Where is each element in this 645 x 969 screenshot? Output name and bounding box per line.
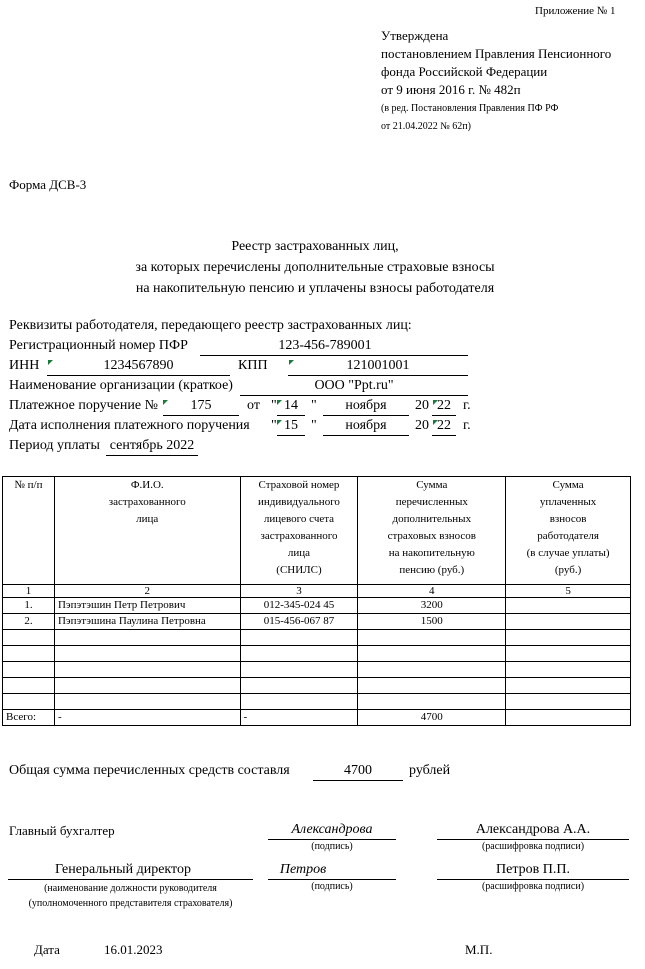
year-suffix: г. bbox=[463, 398, 471, 413]
position-caption: (наименование должности руководителя (уполномоченного представителя страхователя) bbox=[28, 883, 233, 909]
row-employer-sum[interactable] bbox=[506, 614, 631, 630]
payment-number-field[interactable]: 175 bbox=[190, 398, 212, 413]
chief-sign-underline bbox=[268, 839, 396, 840]
total-sum-unit: рублей bbox=[409, 763, 451, 778]
col-number: 3 bbox=[240, 585, 358, 598]
director-signature[interactable]: Петров bbox=[279, 862, 327, 877]
name-caption: (расшифровка подписи) bbox=[481, 841, 585, 852]
edition-line: (в ред. Постановления Правления ПФ РФ bbox=[381, 103, 559, 114]
row-employer-sum[interactable] bbox=[506, 598, 631, 614]
chief-name-underline bbox=[437, 839, 629, 840]
quote-close: " bbox=[311, 418, 317, 433]
from-label: от bbox=[247, 398, 260, 413]
exec-year-underline bbox=[432, 435, 456, 436]
table-row bbox=[3, 598, 631, 614]
row-number: 1. bbox=[3, 598, 55, 614]
payment-year-underline bbox=[432, 415, 456, 416]
exec-date-label: Дата исполнения платежного поручения bbox=[9, 418, 250, 433]
empty-row bbox=[3, 662, 631, 678]
register-table bbox=[2, 476, 631, 726]
header-snils: Страховой номер индивидуального лицевого счета застрахованного лица (СНИЛС) bbox=[240, 477, 358, 585]
kpp-label: КПП bbox=[238, 358, 268, 373]
table-header-row bbox=[3, 477, 631, 585]
date-label: Дата bbox=[34, 942, 60, 957]
inn-field[interactable]: 1234567890 bbox=[103, 358, 174, 373]
kpp-field[interactable]: 121001001 bbox=[346, 358, 410, 373]
row-fio[interactable]: Пэпэтэшин Петр Петрович bbox=[54, 598, 240, 614]
date-value[interactable]: 16.01.2023 bbox=[104, 942, 163, 957]
inn-label: ИНН bbox=[9, 358, 40, 373]
total-snils: - bbox=[240, 710, 358, 726]
quote-open: " bbox=[271, 418, 277, 433]
payment-month-field[interactable]: ноября bbox=[345, 398, 387, 413]
exec-month-field[interactable]: ноября bbox=[345, 418, 387, 433]
col-number: 1 bbox=[3, 585, 55, 598]
empty-row bbox=[3, 678, 631, 694]
exec-day-underline bbox=[277, 435, 305, 436]
edition-line: от 21.04.2022 № 62п) bbox=[381, 121, 471, 132]
empty-row bbox=[3, 646, 631, 662]
director-sign-underline bbox=[268, 879, 396, 880]
reg-number-label: Регистрационный номер ПФР bbox=[9, 338, 188, 353]
quote-close: " bbox=[311, 398, 317, 413]
payment-number-underline bbox=[163, 415, 239, 416]
edition-block bbox=[381, 100, 558, 136]
year-suffix: г. bbox=[463, 418, 471, 433]
header-sum: Сумма перечисленных дополнительных страховых взносов на накопительную пенсию (руб.) bbox=[358, 477, 506, 585]
reg-number-field[interactable]: 123-456-789001 bbox=[278, 338, 372, 353]
payment-month-underline bbox=[323, 415, 409, 416]
total-employer-sum[interactable] bbox=[506, 710, 631, 726]
total-label: Всего: bbox=[3, 710, 55, 726]
reg-number-underline bbox=[200, 355, 468, 356]
sign-caption: (подпись) bbox=[311, 881, 353, 892]
title-line: Реестр застрахованных лиц, bbox=[231, 239, 399, 254]
approval-line: фонда Российской Федерации bbox=[381, 64, 548, 79]
total-sum-label: Общая сумма перечисленных средств составля bbox=[9, 763, 290, 778]
col-number: 4 bbox=[358, 585, 506, 598]
name-caption: (расшифровка подписи) bbox=[481, 881, 585, 892]
row-number: 2. bbox=[3, 614, 55, 630]
director-name-field[interactable]: Петров П.П. bbox=[496, 862, 570, 877]
empty-row bbox=[3, 694, 631, 710]
row-snils[interactable]: 012-345-024 45 bbox=[240, 598, 358, 614]
payment-year-field[interactable]: 22 bbox=[437, 398, 451, 413]
sign-caption: (подпись) bbox=[311, 841, 353, 852]
chief-name-field[interactable]: Александрова А.А. bbox=[475, 822, 591, 837]
period-label: Период уплаты bbox=[9, 438, 100, 453]
row-fio[interactable]: Пэпэтэшина Паулина Петровна bbox=[54, 614, 240, 630]
exec-year-field[interactable]: 22 bbox=[437, 418, 451, 433]
approval-line: от 9 июня 2016 г. № 482п bbox=[381, 82, 521, 97]
document-title bbox=[0, 236, 630, 299]
org-name-label: Наименование организации (краткое) bbox=[9, 378, 233, 393]
form-name: Форма ДСВ-3 bbox=[9, 177, 87, 192]
payment-day-field[interactable]: 14 bbox=[284, 398, 298, 413]
director-title-field[interactable]: Генеральный директор bbox=[55, 862, 191, 877]
empty-row bbox=[3, 630, 631, 646]
header-number: № п/п bbox=[3, 477, 55, 585]
director-title-underline bbox=[8, 879, 253, 880]
column-number-row bbox=[3, 585, 631, 598]
row-sum[interactable]: 3200 bbox=[358, 598, 506, 614]
stamp-place: М.П. bbox=[465, 942, 493, 957]
org-name-underline bbox=[240, 395, 468, 396]
header-fio: Ф.И.О. застрахованного лица bbox=[54, 477, 240, 585]
chief-accountant-label: Главный бухгалтер bbox=[9, 823, 115, 838]
chief-signature[interactable]: Александрова bbox=[291, 822, 373, 837]
appendix-label: Приложение № 1 bbox=[535, 5, 616, 17]
exec-month-underline bbox=[323, 435, 409, 436]
period-field[interactable]: сентябрь 2022 bbox=[109, 438, 195, 453]
col-number: 2 bbox=[54, 585, 240, 598]
quote-open: " bbox=[271, 398, 277, 413]
kpp-underline bbox=[288, 375, 468, 376]
exec-day-field[interactable]: 15 bbox=[284, 418, 298, 433]
payment-order-label: Платежное поручение № bbox=[9, 398, 158, 413]
total-fio: - bbox=[54, 710, 240, 726]
org-name-field[interactable]: ООО "Ppt.ru" bbox=[314, 378, 394, 393]
row-sum[interactable]: 1500 bbox=[358, 614, 506, 630]
year-prefix: 20 bbox=[415, 398, 429, 413]
inn-underline bbox=[47, 375, 230, 376]
year-prefix: 20 bbox=[415, 418, 429, 433]
table-row bbox=[3, 614, 631, 630]
title-line: на накопительную пенсию и уплачены взносы работодателя bbox=[135, 281, 495, 296]
header-employer-sum: Сумма уплаченных взносов работодателя (в случае уплаты) (руб.) bbox=[506, 477, 631, 585]
total-row bbox=[3, 710, 631, 726]
approval-line: постановлением Правления Пенсионного bbox=[381, 46, 612, 61]
row-snils[interactable]: 015-456-067 87 bbox=[240, 614, 358, 630]
approval-line: Утверждена bbox=[381, 28, 449, 43]
employer-heading: Реквизиты работодателя, передающего реестр застрахованных лиц: bbox=[9, 318, 412, 333]
total-sum-underline bbox=[313, 780, 403, 781]
payment-day-underline bbox=[277, 415, 305, 416]
title-line: за которых перечислены дополнительные страховые взносы bbox=[135, 260, 495, 275]
director-name-underline bbox=[437, 879, 629, 880]
total-sum-field[interactable]: 4700 bbox=[344, 763, 372, 778]
total-sum[interactable]: 4700 bbox=[358, 710, 506, 726]
approval-block bbox=[381, 27, 611, 99]
period-underline bbox=[106, 455, 198, 456]
col-number: 5 bbox=[506, 585, 631, 598]
